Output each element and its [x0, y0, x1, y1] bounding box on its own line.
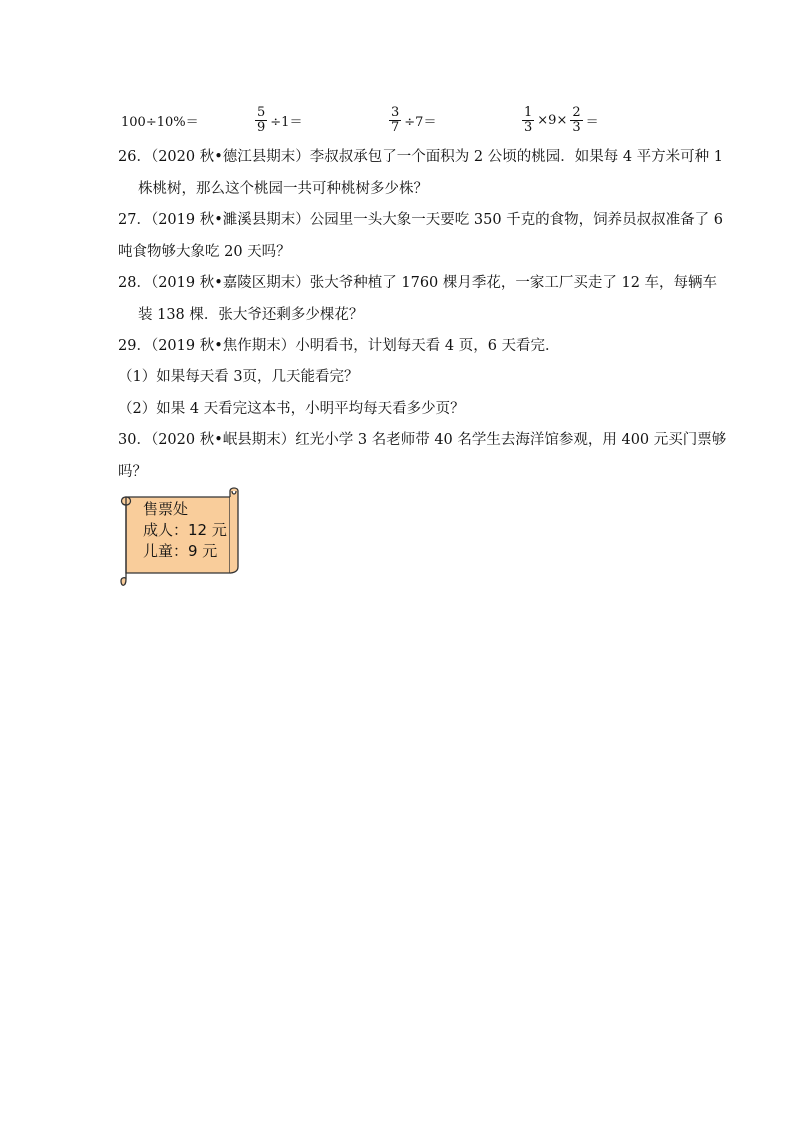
expression-1	[121, 100, 199, 140]
fraction-numerator: 1	[524, 104, 533, 120]
ticket-sign-text	[143, 499, 227, 562]
fraction-numerator: 5	[257, 104, 266, 120]
fraction-denominator: 7	[391, 119, 400, 135]
question-line: 吗？	[118, 463, 147, 480]
fraction-numerator: 2	[572, 104, 581, 120]
question-29	[118, 331, 678, 363]
question-line: 29．（2019 秋•焦作期末）小明看书，计划每天看 4 页，6 天看完．	[118, 338, 560, 354]
ticket-sign-title: 售票处	[143, 500, 189, 518]
sub-question-2: （2）如果 4 天看完这本书，小明平均每天看多少页？	[118, 401, 465, 417]
fraction	[570, 106, 582, 135]
question-26	[118, 142, 723, 205]
fraction-denominator: 3	[524, 119, 533, 135]
expression-2	[254, 100, 304, 140]
expression-4-mid: ×9×	[537, 112, 568, 128]
expression-4	[521, 100, 601, 140]
fraction	[522, 106, 534, 135]
fraction	[389, 106, 401, 135]
ticket-price-child: 儿童：9 元	[143, 542, 218, 560]
question-line: 26．（2020 秋•德江县期末）李叔叔承包了一个面积为 2 公顷的桃园．如果每 4 平方米可种 1	[118, 149, 723, 165]
expression-2-rest: ÷1＝	[270, 114, 303, 130]
sub-question-1: （1）如果每天看 3页，几天能看完？	[118, 369, 359, 385]
question-line: 27．（2019 秋•濉溪县期末）公园里一头大象一天要吃 350 千克的食物，饲养员叔叔准备了 6	[118, 212, 723, 228]
ticket-price-adult: 成人：12 元	[143, 521, 227, 539]
question-30	[118, 425, 727, 488]
expression-4-rest: ＝	[585, 114, 599, 130]
question-line: 株桃树，那么这个桃园一共可种桃树多少株？	[138, 180, 428, 197]
expression-3-rest: ÷7＝	[404, 114, 437, 130]
expression-3	[388, 100, 438, 140]
question-line: 30．（2020 秋•岷县期末）红光小学 3 名老师带 40 名学生去海洋馆参观，用 400 元买门票够	[118, 432, 727, 448]
question-line: 28．（2019 秋•嘉陵区期末）张大爷种植了 1760 棵月季花，一家工厂买走了 12 车，每辆车	[118, 275, 718, 291]
fraction	[255, 106, 267, 135]
fraction-numerator: 3	[391, 104, 400, 120]
question-27	[118, 205, 723, 268]
question-28	[118, 268, 718, 331]
fraction-denominator: 3	[572, 119, 581, 135]
fraction-denominator: 9	[257, 119, 266, 135]
question-line: 吨食物够大象吃 20 天吗？	[118, 243, 291, 260]
calculation-row	[0, 100, 794, 140]
question-line: 装 138 棵．张大爷还剩多少棵花？	[138, 306, 364, 323]
expression-1-text: 100÷10%＝	[121, 114, 199, 130]
scroll-right-curl	[230, 488, 238, 573]
